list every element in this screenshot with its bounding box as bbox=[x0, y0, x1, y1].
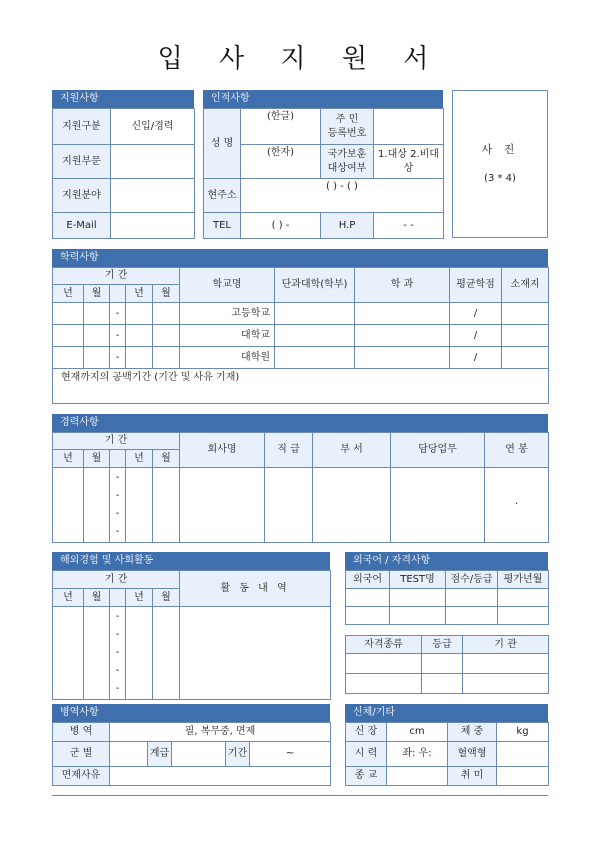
rrn-label-line2: 등록번호 bbox=[327, 127, 367, 139]
weight-label: 체 중 bbox=[448, 723, 497, 742]
military-period-field[interactable]: ~ bbox=[250, 742, 331, 767]
edu-cell[interactable] bbox=[84, 347, 110, 369]
cert-cell[interactable] bbox=[346, 654, 422, 674]
blood-label: 혈액형 bbox=[448, 742, 497, 767]
language-table bbox=[345, 570, 549, 625]
bottom-divider bbox=[52, 795, 548, 796]
edu-cell[interactable] bbox=[53, 303, 84, 325]
career-cell[interactable] bbox=[313, 468, 391, 543]
career-cell[interactable] bbox=[84, 468, 110, 543]
career-cell[interactable] bbox=[153, 468, 180, 543]
edu-school-type: 대학원 bbox=[180, 347, 275, 369]
edu-gap-note[interactable]: 현재까지의 공백기간 (기간 및 사유 기재) bbox=[53, 369, 549, 404]
edu-cell[interactable] bbox=[53, 347, 84, 369]
edu-location-header: 소재지 bbox=[502, 268, 549, 303]
religion-field[interactable] bbox=[387, 767, 448, 786]
edu-cell[interactable] bbox=[502, 303, 549, 325]
table-row bbox=[346, 589, 549, 607]
edu-year-header: 년 bbox=[126, 285, 153, 303]
edu-cell[interactable] bbox=[153, 303, 180, 325]
hp-label: H.P bbox=[321, 213, 374, 239]
veteran-label bbox=[321, 145, 374, 179]
weight-field[interactable]: kg bbox=[497, 723, 549, 742]
overseas-year-header: 년 bbox=[126, 589, 153, 607]
score-header: 점수/등급 bbox=[446, 571, 498, 589]
career-month-header: 월 bbox=[84, 450, 110, 468]
edu-dash: - bbox=[110, 325, 126, 347]
apply-dept-field[interactable] bbox=[111, 145, 195, 179]
address-field[interactable]: ( ) - ( ) bbox=[241, 179, 444, 213]
table-row bbox=[53, 468, 549, 543]
edu-cell[interactable] bbox=[355, 325, 450, 347]
lang-header: 외국어 bbox=[346, 571, 390, 589]
edu-cell[interactable] bbox=[502, 347, 549, 369]
overseas-sep-header bbox=[110, 589, 126, 607]
edu-month-header: 월 bbox=[84, 285, 110, 303]
edu-cell[interactable] bbox=[502, 325, 549, 347]
edu-gpa-header: 평균학점 bbox=[450, 268, 502, 303]
name-label: 성 명 bbox=[204, 109, 241, 179]
page-title: 입 사 지 원 서 bbox=[157, 44, 443, 74]
tel-label: TEL bbox=[204, 213, 241, 239]
edu-gpa-slash[interactable]: / bbox=[450, 347, 502, 369]
edu-cell[interactable] bbox=[84, 325, 110, 347]
military-rank-field[interactable] bbox=[172, 742, 226, 767]
table-row bbox=[53, 325, 549, 347]
edu-major-header: 학 과 bbox=[355, 268, 450, 303]
overseas-dash: - bbox=[115, 629, 120, 640]
military-section-header: 병역사항 bbox=[52, 704, 330, 722]
career-year-header: 년 bbox=[126, 450, 153, 468]
personal-table bbox=[203, 108, 444, 239]
lang-cell[interactable] bbox=[498, 607, 549, 625]
edu-college-header: 단과대학(학부) bbox=[275, 268, 355, 303]
hp-field[interactable]: - - bbox=[374, 213, 444, 239]
rrn-label-line1: 주 민 bbox=[335, 113, 359, 125]
overseas-dashes bbox=[110, 607, 126, 700]
table-row bbox=[346, 607, 549, 625]
address-label: 현주소 bbox=[204, 179, 241, 213]
career-dash: - bbox=[115, 508, 120, 519]
overseas-dash: - bbox=[115, 647, 120, 658]
military-branch-label: 군 별 bbox=[53, 742, 110, 767]
lang-cell[interactable] bbox=[446, 607, 498, 625]
overseas-section-header: 해외경험 및 사회활동 bbox=[52, 552, 330, 570]
overseas-cell[interactable] bbox=[126, 607, 153, 700]
name-hanja-field[interactable]: (한자) bbox=[241, 145, 321, 179]
rrn-field[interactable] bbox=[374, 109, 444, 145]
career-cell[interactable] bbox=[126, 468, 153, 543]
cert-org-header: 기 관 bbox=[463, 636, 549, 654]
email-label: E-Mail bbox=[53, 213, 111, 239]
lang-cell[interactable] bbox=[390, 607, 446, 625]
blood-field[interactable] bbox=[497, 742, 549, 767]
overseas-dash: - bbox=[115, 665, 120, 676]
edu-cell[interactable] bbox=[53, 325, 84, 347]
edu-cell[interactable] bbox=[275, 325, 355, 347]
photo-label: 사 진 bbox=[481, 143, 519, 156]
apply-type-value[interactable]: 신입/경력 bbox=[111, 109, 195, 145]
overseas-cell[interactable] bbox=[53, 607, 84, 700]
edu-gpa-slash[interactable]: / bbox=[450, 303, 502, 325]
edu-school-header: 학교명 bbox=[180, 268, 275, 303]
apply-dept-label: 지원부문 bbox=[53, 145, 111, 179]
cert-cell[interactable] bbox=[463, 674, 549, 694]
photo-box[interactable] bbox=[452, 90, 548, 238]
apply-table bbox=[52, 108, 195, 239]
cert-cell[interactable] bbox=[463, 654, 549, 674]
career-dash: - bbox=[115, 526, 120, 537]
overseas-cell[interactable] bbox=[84, 607, 110, 700]
apply-type-label: 지원구분 bbox=[53, 109, 111, 145]
religion-label: 종 교 bbox=[346, 767, 387, 786]
overseas-activity-header: 활 동 내 역 bbox=[180, 571, 331, 607]
email-field[interactable] bbox=[111, 213, 195, 239]
edu-year-header: 년 bbox=[53, 285, 84, 303]
military-table bbox=[52, 722, 331, 786]
career-section-header: 경력사항 bbox=[52, 414, 548, 432]
apply-field-field[interactable] bbox=[111, 179, 195, 213]
edu-gpa-slash[interactable]: / bbox=[450, 325, 502, 347]
veteran-label-line1: 국가보훈 bbox=[327, 148, 367, 160]
edu-cell[interactable] bbox=[355, 347, 450, 369]
edu-sep-header bbox=[110, 285, 126, 303]
body-section-header: 신체/기타 bbox=[345, 704, 548, 722]
overseas-cell[interactable] bbox=[153, 607, 180, 700]
table-row bbox=[53, 303, 549, 325]
edu-school-type: 대학교 bbox=[180, 325, 275, 347]
date-header: 평가년월 bbox=[498, 571, 549, 589]
veteran-label-line2: 대상여부 bbox=[327, 162, 367, 174]
career-table bbox=[52, 432, 549, 543]
career-dashes bbox=[110, 468, 126, 543]
table-row bbox=[346, 654, 549, 674]
career-duty-header: 담당업무 bbox=[391, 433, 485, 468]
overseas-dash: - bbox=[115, 683, 120, 694]
military-branch-field[interactable] bbox=[110, 742, 148, 767]
career-salary-cell[interactable]: · bbox=[485, 468, 549, 543]
cert-cell[interactable] bbox=[346, 674, 422, 694]
apply-section-header: 지원사항 bbox=[52, 90, 194, 108]
veteran-field[interactable]: 1.대상 2.비대상 bbox=[374, 145, 444, 179]
cert-cell[interactable] bbox=[422, 674, 463, 694]
military-period-label: 기간 bbox=[226, 742, 250, 767]
career-department-header: 부 서 bbox=[313, 433, 391, 468]
career-salary-header: 연 봉 bbox=[485, 433, 549, 468]
certificate-table bbox=[345, 635, 549, 694]
body-table bbox=[345, 722, 549, 786]
table-row bbox=[53, 607, 331, 700]
career-dash: - bbox=[115, 490, 120, 501]
hobby-field[interactable] bbox=[497, 767, 549, 786]
cert-type-header: 자격종류 bbox=[346, 636, 422, 654]
military-rank-label: 계급 bbox=[148, 742, 172, 767]
edu-dash: - bbox=[110, 303, 126, 325]
edu-cell[interactable] bbox=[275, 303, 355, 325]
career-cell[interactable] bbox=[391, 468, 485, 543]
overseas-year-header: 년 bbox=[53, 589, 84, 607]
apply-field-label: 지원분야 bbox=[53, 179, 111, 213]
career-period-header: 기 간 bbox=[53, 433, 180, 450]
lang-cell[interactable] bbox=[346, 607, 390, 625]
edu-cell[interactable] bbox=[126, 303, 153, 325]
edu-dash: - bbox=[110, 347, 126, 369]
career-dash: - bbox=[115, 472, 120, 483]
edu-cell[interactable] bbox=[355, 303, 450, 325]
overseas-table bbox=[52, 570, 331, 700]
career-company-header: 회사명 bbox=[180, 433, 265, 468]
edu-cell[interactable] bbox=[126, 347, 153, 369]
edu-cell[interactable] bbox=[153, 347, 180, 369]
edu-cell[interactable] bbox=[126, 325, 153, 347]
lang-cell[interactable] bbox=[498, 589, 549, 607]
height-field[interactable]: cm bbox=[387, 723, 448, 742]
career-sep-header bbox=[110, 450, 126, 468]
name-hangul-field[interactable]: (한글) bbox=[241, 109, 321, 145]
language-section-header: 외국어 / 자격사항 bbox=[345, 552, 548, 570]
education-section-header: 학력사항 bbox=[52, 249, 548, 267]
edu-period-header: 기 간 bbox=[53, 268, 180, 285]
table-row bbox=[346, 674, 549, 694]
photo-size: (3 * 4) bbox=[484, 173, 516, 184]
vision-label: 시 력 bbox=[346, 742, 387, 767]
overseas-dash: - bbox=[115, 611, 120, 622]
edu-cell[interactable] bbox=[84, 303, 110, 325]
military-exempt-label: 면제사유 bbox=[53, 767, 110, 786]
lang-cell[interactable] bbox=[390, 589, 446, 607]
edu-cell[interactable] bbox=[275, 347, 355, 369]
rrn-label bbox=[321, 109, 374, 145]
lang-cell[interactable] bbox=[346, 589, 390, 607]
cert-cell[interactable] bbox=[422, 654, 463, 674]
military-status-label: 병 역 bbox=[53, 723, 110, 742]
vision-field[interactable]: 좌: 우: bbox=[387, 742, 448, 767]
overseas-month-header: 월 bbox=[84, 589, 110, 607]
military-status-value[interactable]: 필, 복무중, 면제 bbox=[110, 723, 331, 742]
career-year-header: 년 bbox=[53, 450, 84, 468]
education-table bbox=[52, 267, 549, 404]
lang-cell[interactable] bbox=[446, 589, 498, 607]
overseas-period-header: 기 간 bbox=[53, 571, 180, 589]
overseas-activity-cell[interactable] bbox=[180, 607, 331, 700]
career-cell[interactable] bbox=[265, 468, 313, 543]
edu-month-header: 월 bbox=[153, 285, 180, 303]
overseas-month-header: 월 bbox=[153, 589, 180, 607]
test-header: TEST명 bbox=[390, 571, 446, 589]
tel-field[interactable]: ( ) - bbox=[241, 213, 321, 239]
career-cell[interactable] bbox=[53, 468, 84, 543]
height-label: 신 장 bbox=[346, 723, 387, 742]
career-month-header: 월 bbox=[153, 450, 180, 468]
cert-grade-header: 등급 bbox=[422, 636, 463, 654]
hobby-label: 취 미 bbox=[448, 767, 497, 786]
personal-section-header: 인적사항 bbox=[203, 90, 443, 108]
table-row bbox=[53, 347, 549, 369]
military-exempt-field[interactable] bbox=[110, 767, 331, 786]
edu-school-type: 고등학교 bbox=[180, 303, 275, 325]
edu-cell[interactable] bbox=[153, 325, 180, 347]
career-position-header: 직 급 bbox=[265, 433, 313, 468]
career-cell[interactable] bbox=[180, 468, 265, 543]
